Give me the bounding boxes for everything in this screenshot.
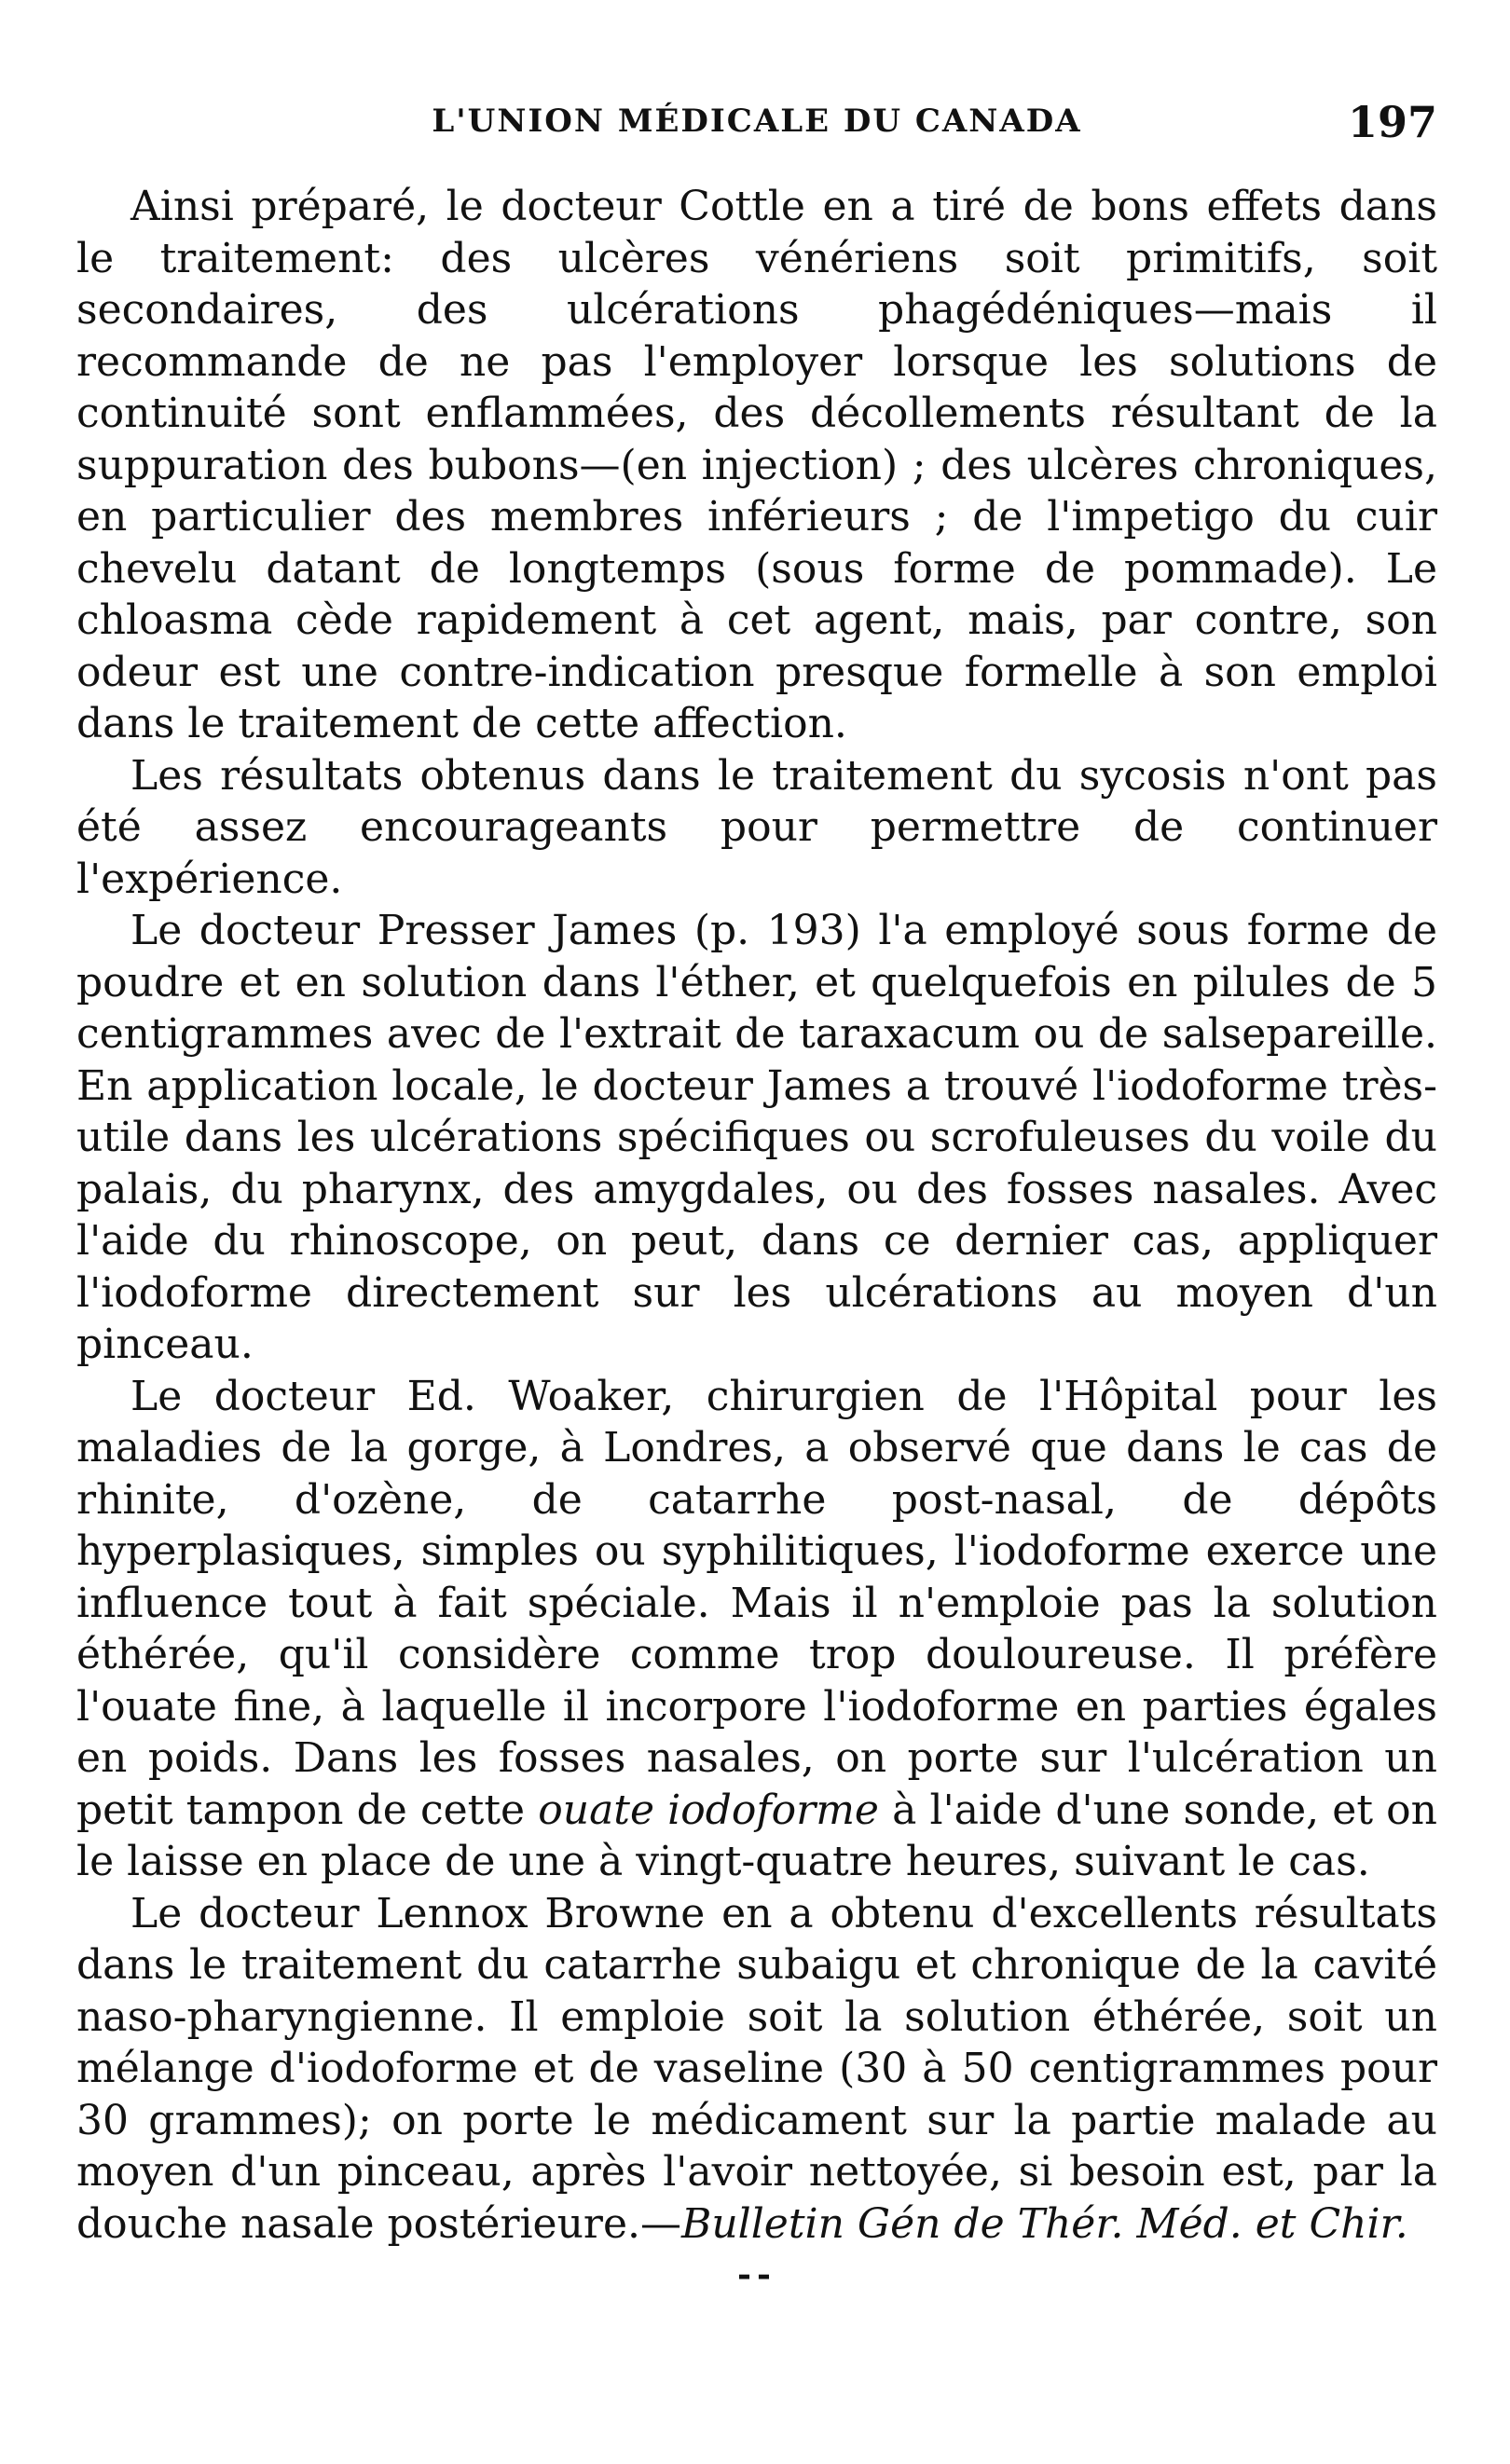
citation-source: Bulletin Gén de Thér. Méd. et Chir. (680, 2199, 1408, 2248)
body-text (76, 181, 1437, 2250)
paragraph-text: Le docteur Lennox Browne en a obtenu d'excellents résultats dans le traitement du catarrhe subaigu et chronique de la cavité naso-pharyngienne. Il emploie soit la solution éthérée, soit un mélange d'iodoforme et de vaseline (30 à 50 centigrammes pour 30 grammes); on porte le médicament sur la partie malade au moyen d'un pinceau, après l'avoir nettoyée, si besoin est, par la douche nasale postérieure.— (76, 1889, 1437, 2248)
paragraph-presser-james (76, 905, 1437, 1371)
running-title: L'UNION MÉDICALE DU CANADA (432, 103, 1082, 140)
footer-mark: -- (737, 2255, 776, 2294)
paragraph-sycosis (76, 750, 1437, 906)
paragraph-text: Ainsi préparé, le docteur Cottle en a tiré de bons effets dans le traitement: des ulcères vénériens soit primitifs, soit secondaires, des ulcérations phagédéniques—mais il recommande de ne pas l'employer lorsque les solutions de continuité sont enflammées, des décollements résultant de la suppuration des bubons—(en injection) ; des ulcères chroniques, en particulier des membres inférieurs ; de l'impetigo du cuir chevelu datant de longtemps (sous forme de pommade). Le chloasma cède rapidement à cet agent, mais, par contre, son odeur est une contre-indication presque formelle à son emploi dans le traitement de cette affection. (76, 183, 1437, 747)
paragraph-text: Le docteur Presser James (p. 193) l'a employé sous forme de poudre et en solution dans l'éther, et quelquefois en pilules de 5 centigrammes avec de l'extrait de taraxacum ou de salsepareille. En application locale, le docteur James a trouvé l'iodoforme très-utile dans les ulcérations spécifiques ou scrofuleuses du voile du palais, du pharynx, des amygdales, ou des fosses nasales. Avec l'aide du rhinoscope, on peut, dans ce dernier cas, appliquer l'iodoforme directement sur les ulcérations au moyen d'un pinceau. (76, 907, 1437, 1368)
paragraph-text: Le docteur Ed. Woaker, chirurgien de l'Hôpital pour les maladies de la gorge, à Londres, a observé que dans le cas de rhinite, d'ozène, de catarrhe post-nasal, de dépôts hyperplasiques, simples ou syphilitiques, l'iodoforme exerce une influence tout à fait spéciale. Mais il n'emploie pas la solution éthérée, qu'il considère comme trop douloureuse. Il préfère l'ouate fine, à laquelle il incorpore l'iodoforme en parties égales en poids. Dans les fosses nasales, on porte sur l'ulcération un petit tampon de cette (76, 1372, 1437, 1834)
paragraph-cottle (76, 181, 1437, 750)
running-head (76, 97, 1437, 168)
paragraph-text: à l'aide d'une sonde, et on le laisse en place de une à vingt-quatre heures, suivant le cas. (76, 1786, 1438, 1885)
book-page (76, 97, 1438, 2432)
paragraph-lennox-browne (76, 1888, 1437, 2251)
italic-term: ouate iodoforme (538, 1786, 879, 1834)
paragraph-text: Les résultats obtenus dans le traitement du sycosis n'ont pas été assez encourageants pour permettre de continuer l'expérience. (76, 751, 1437, 903)
page-number: 197 (1347, 97, 1437, 147)
paragraph-woaker (76, 1371, 1437, 1888)
